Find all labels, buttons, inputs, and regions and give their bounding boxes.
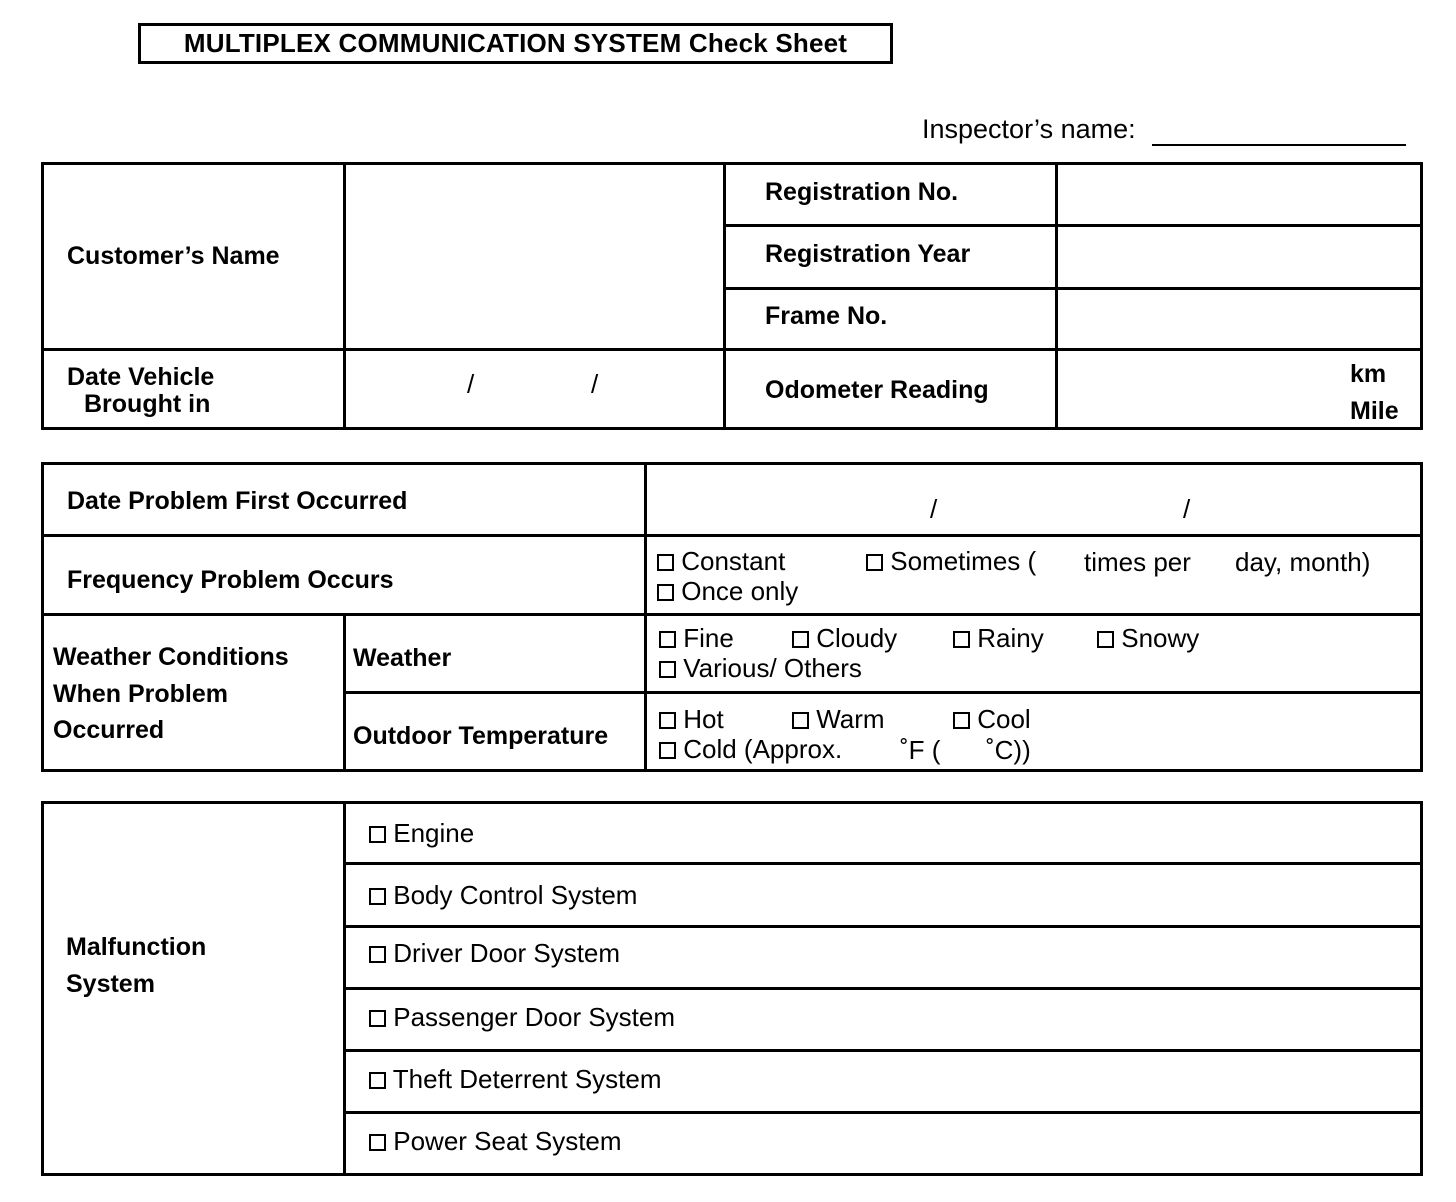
customers-name-field[interactable] [350, 168, 718, 344]
temp-fahrenheit-text: ˚F ( [900, 735, 941, 765]
checkbox-icon[interactable] [953, 712, 970, 729]
odometer-unit-km: km [1350, 360, 1387, 388]
weather-various-option[interactable]: Various/ Others [659, 653, 862, 684]
checkbox-icon[interactable] [369, 826, 386, 843]
registration-year-field[interactable] [1062, 230, 1417, 282]
checkbox-icon[interactable] [659, 742, 676, 759]
checkbox-icon[interactable] [1097, 631, 1114, 648]
checkbox-icon[interactable] [369, 1072, 386, 1089]
weather-cloudy-option[interactable]: Cloudy [792, 623, 897, 654]
checkbox-icon[interactable] [369, 946, 386, 963]
frequency-label: Frequency Problem Occurs [67, 566, 394, 594]
weather-rainy-option[interactable]: Rainy [953, 623, 1044, 654]
date-brought-label-line1: Date Vehicle [67, 363, 215, 391]
inspector-label: Inspector’s name: [922, 114, 1136, 144]
freq-day-month-text: day, month) [1235, 547, 1371, 577]
date-first-occurred-label: Date Problem First Occurred [67, 487, 408, 515]
malfunction-item-theft-deterrent[interactable]: Theft Deterrent System [369, 1064, 662, 1095]
checkbox-icon[interactable] [369, 1010, 386, 1027]
checkbox-icon[interactable] [866, 554, 883, 571]
checkbox-icon[interactable] [953, 631, 970, 648]
checkbox-icon[interactable] [369, 1134, 386, 1151]
outdoor-temperature-label: Outdoor Temperature [353, 722, 609, 750]
date-brought-label-line2: Brought in [84, 390, 211, 418]
temp-cold-option[interactable]: Cold (Approx. [659, 734, 842, 765]
checkbox-icon[interactable] [657, 554, 674, 571]
odometer-field[interactable] [1062, 354, 1342, 424]
weather-group-label-line3: Occurred [53, 716, 165, 744]
freq-times-per-text: times per [1084, 547, 1191, 577]
malfunction-item-body-control[interactable]: Body Control System [369, 880, 637, 911]
weather-group-label-line1: Weather Conditions [53, 643, 289, 671]
weather-label: Weather [353, 644, 452, 672]
registration-no-label: Registration No. [765, 178, 959, 206]
date-first-separator-1: / [930, 494, 938, 524]
checkbox-icon[interactable] [792, 631, 809, 648]
malfunction-item-power-seat[interactable]: Power Seat System [369, 1126, 622, 1157]
temp-hot-option[interactable]: Hot [659, 704, 724, 735]
date-brought-field[interactable] [350, 354, 718, 424]
odometer-label: Odometer Reading [765, 376, 989, 404]
sheet-title: MULTIPLEX COMMUNICATION SYSTEM Check Sheet [138, 23, 893, 64]
registration-year-label: Registration Year [765, 240, 971, 268]
malfunction-item-driver-door[interactable]: Driver Door System [369, 938, 620, 969]
malfunction-label-line1: Malfunction [66, 933, 207, 961]
temp-cool-option[interactable]: Cool [953, 704, 1031, 735]
date-brought-separator-2: / [591, 369, 599, 399]
freq-sometimes-option[interactable]: Sometimes ( [866, 546, 1036, 577]
temp-warm-option[interactable]: Warm [792, 704, 885, 735]
frame-no-label: Frame No. [765, 302, 888, 330]
checkbox-icon[interactable] [792, 712, 809, 729]
customers-name-label: Customer’s Name [67, 242, 280, 270]
checkbox-icon[interactable] [657, 584, 674, 601]
malfunction-item-engine[interactable]: Engine [369, 818, 474, 849]
inspector-name-field[interactable] [1152, 144, 1406, 146]
checkbox-icon[interactable] [369, 888, 386, 905]
registration-no-field[interactable] [1062, 168, 1417, 220]
malfunction-label-line2: System [66, 970, 155, 998]
frame-no-field[interactable] [1062, 292, 1417, 344]
date-first-separator-2: / [1183, 494, 1191, 524]
date-brought-separator-1: / [467, 369, 475, 399]
temp-celsius-text: ˚C)) [986, 735, 1031, 765]
weather-group-label-line2: When Problem [53, 680, 229, 708]
weather-fine-option[interactable]: Fine [659, 623, 734, 654]
date-first-occurred-field[interactable] [651, 468, 1417, 530]
odometer-unit-mile: Mile [1350, 397, 1399, 425]
weather-snowy-option[interactable]: Snowy [1097, 623, 1199, 654]
malfunction-item-passenger-door[interactable]: Passenger Door System [369, 1002, 675, 1033]
checkbox-icon[interactable] [659, 712, 676, 729]
checkbox-icon[interactable] [659, 661, 676, 678]
freq-constant-option[interactable]: Constant [657, 546, 785, 577]
checkbox-icon[interactable] [659, 631, 676, 648]
freq-once-option[interactable]: Once only [657, 576, 798, 607]
